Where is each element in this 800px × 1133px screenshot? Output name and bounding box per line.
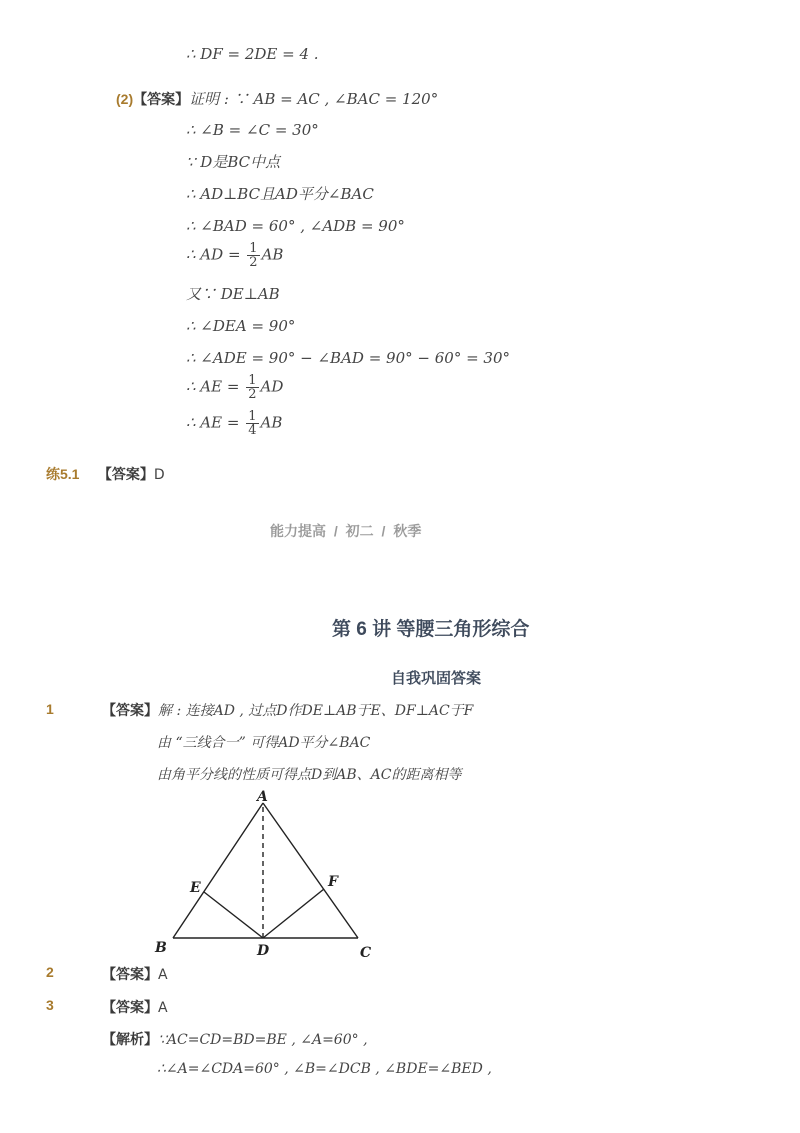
q2-answer-tag: 【答案】	[133, 91, 190, 107]
practice-5-1	[46, 464, 165, 484]
vertex-label-b: B	[155, 940, 167, 956]
fraction-numerator: 1	[248, 373, 257, 388]
q2-answer: A	[158, 967, 168, 983]
lecture-title: 第 6 讲 等腰三角形综合	[332, 619, 530, 640]
point-label-f: F	[328, 874, 338, 890]
q3-answer: A	[158, 1000, 168, 1016]
fraction-denominator: 2	[249, 255, 258, 270]
ad-prefix: ∴ AD =	[186, 245, 241, 264]
step-angle-b-c: ∴ ∠B = ∠C = 30°	[186, 121, 319, 139]
vertex-label-c: C	[360, 945, 372, 961]
fraction-one-half	[246, 374, 258, 401]
q1-answer-tag: 【答案】	[102, 702, 158, 718]
point-label-e: E	[190, 880, 201, 896]
ae1-prefix: ∴ AE =	[186, 377, 240, 396]
fraction-one-half	[247, 242, 259, 269]
step-ae-quarter-ab	[186, 410, 282, 437]
side-ac	[263, 803, 358, 938]
fraction-numerator: 1	[248, 409, 257, 424]
q2-intro: 证明 : ∵ AB = AC , ∠BAC = 120°	[189, 90, 439, 108]
ae2-prefix: ∴ AE =	[186, 413, 240, 432]
ad-suffix: AB	[261, 245, 284, 264]
side-ab	[173, 803, 263, 938]
segment-df	[263, 889, 324, 938]
q1-solution-line2: 由 “三线合一” 可得AD平分∠BAC	[157, 735, 371, 751]
q3-analysis-tag: 【解析】	[102, 1031, 158, 1047]
step-angle-dea: ∴ ∠DEA = 90°	[186, 317, 296, 335]
q3-analysis-row	[102, 1029, 368, 1049]
section-subtitle: 自我巩固答案	[391, 670, 482, 687]
ae2-suffix: AB	[260, 413, 283, 432]
q2-label: (2)	[116, 91, 134, 107]
practice-label: 练5.1	[46, 466, 80, 482]
point-label-d: D	[257, 943, 270, 959]
q3-analysis-line1: ∵AC=CD=BD=BE , ∠A=60° ,	[158, 1032, 368, 1048]
vertex-label-a: A	[257, 789, 268, 805]
step-ad-perp-bc: ∴ AD⊥BC且AD平分∠BAC	[186, 185, 374, 203]
q3-answer-tag: 【答案】	[102, 999, 158, 1015]
step-de-perp-ab: 又∵ DE⊥AB	[186, 285, 280, 303]
q1-line1	[102, 700, 473, 720]
q3-number: 3	[46, 997, 54, 1013]
triangle-figure	[140, 785, 390, 965]
q2-answer-row	[102, 964, 168, 984]
line-df: ∴ DF = 2DE = 4 .	[186, 45, 319, 63]
q2-number: 2	[46, 964, 54, 980]
q2-header	[116, 88, 438, 109]
ae1-suffix: AD	[260, 377, 284, 396]
step-angle-ade: ∴ ∠ADE = 90° − ∠BAD = 90° − 60° = 30°	[186, 349, 511, 367]
step-angles-bad-adb: ∴ ∠BAD = 60° , ∠ADB = 90°	[186, 217, 405, 235]
practice-answer-tag: 【答案】	[97, 466, 154, 482]
q1-solution-line1: 解 : 连接AD , 过点D作DE⊥AB于E、DF⊥AC于F	[158, 703, 474, 719]
practice-answer: D	[153, 467, 165, 483]
q1-solution-line3: 由角平分线的性质可得点D到AB、AC的距离相等	[157, 767, 462, 783]
q2-answer-tag2: 【答案】	[102, 966, 158, 982]
step-ad-half-ab	[186, 242, 283, 269]
fraction-denominator: 2	[248, 387, 257, 402]
step-d-midpoint: ∵ D是BC中点	[186, 153, 281, 171]
step-ae-half-ad	[186, 374, 283, 401]
q1-number: 1	[46, 701, 54, 717]
page-footer: 能力提高 / 初二 / 秋季	[270, 523, 422, 539]
q3-answer-row	[102, 997, 168, 1017]
q3-analysis-line2: ∴∠A=∠CDA=60° , ∠B=∠DCB , ∠BDE=∠BED ,	[157, 1061, 492, 1077]
segment-de	[204, 892, 263, 938]
fraction-denominator: 4	[248, 423, 257, 438]
fraction-one-quarter	[246, 410, 258, 437]
fraction-numerator: 1	[249, 241, 258, 256]
